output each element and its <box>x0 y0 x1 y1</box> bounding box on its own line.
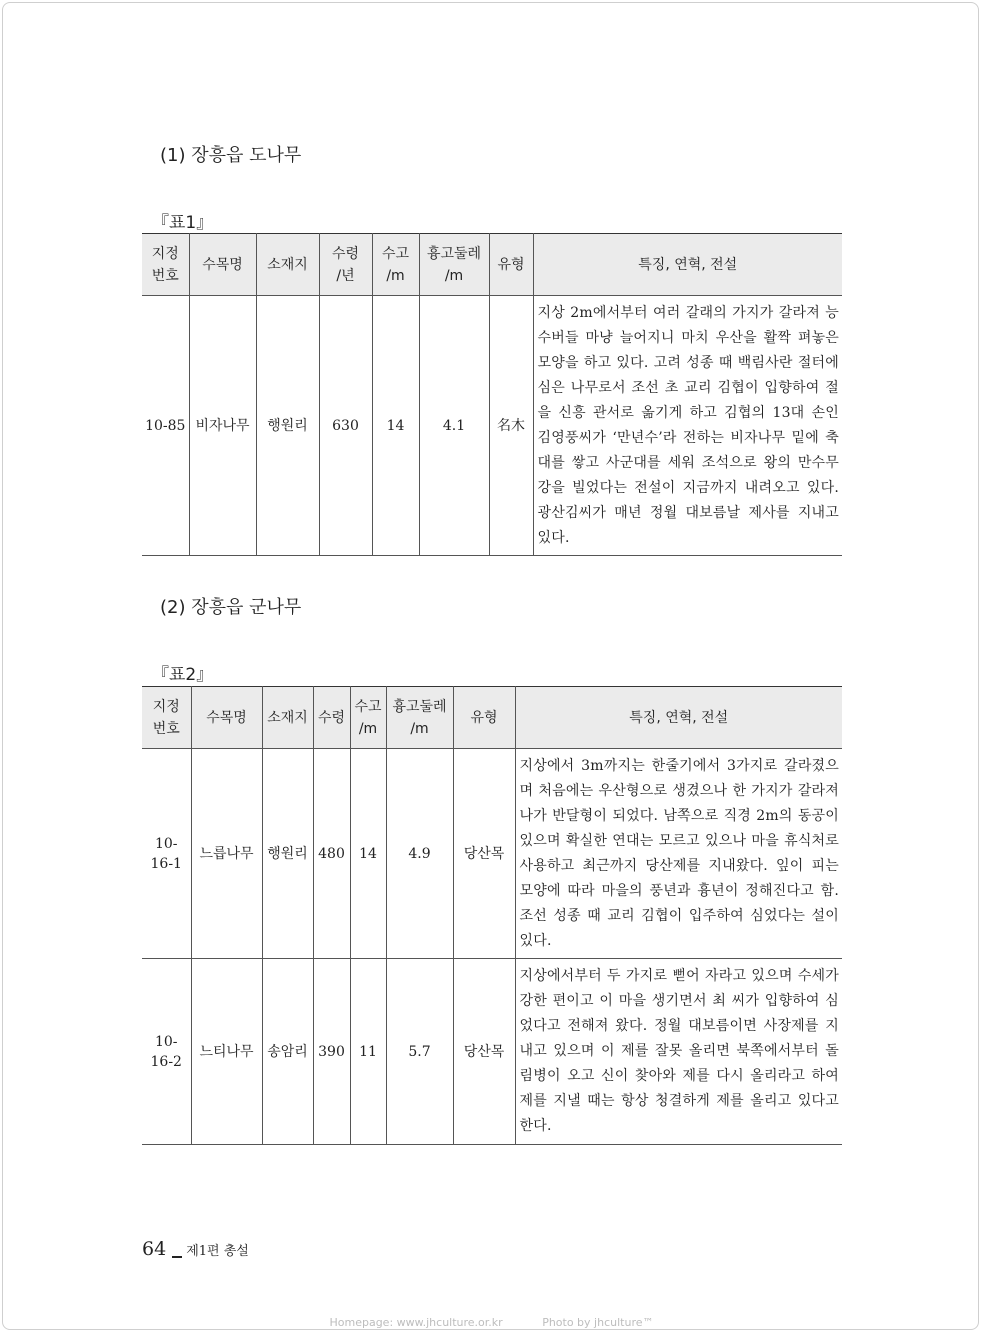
table-label-1: 『표1』 <box>152 213 214 233</box>
cell-description: 지상에서 3m까지는 한줄기에서 3가지로 갈라졌으며 처음에는 우산형으로 생겼으나 한 가지가 갈라져나가 반달형이 되었다. 남쪽으로 직경 2m의 동공이 있으며 확실한 연대는 모르고 있으나 마을 휴식처로 사용하고 최근까지 당산제를 지내왔다. 잎이 피는 모양에 따라 마을의 풍년과 흉년이 정해진다고 함. 조선 성종 때 교리 김협이 입주하여 심었다는 설이 있다. <box>515 749 842 959</box>
cell-height: 14 <box>372 296 419 556</box>
cell-age: 390 <box>313 959 350 1145</box>
cell-type: 당산목 <box>453 749 515 959</box>
header-tree-name: 수목명 <box>189 234 256 296</box>
photo-credit: Photo by jhculture™ <box>542 1316 654 1329</box>
cell-height: 11 <box>350 959 386 1145</box>
cell-height: 14 <box>350 749 386 959</box>
cell-type: 名木 <box>489 296 533 556</box>
cell-girth: 4.1 <box>419 296 489 556</box>
header-girth: 흉고둘레 /m <box>386 687 453 749</box>
header-type: 유형 <box>489 234 533 296</box>
chapter-title: 제1편 총설 <box>186 1244 249 1259</box>
table-label-2: 『표2』 <box>152 665 214 685</box>
header-location: 소재지 <box>256 234 319 296</box>
cell-designation-no: 10-85 <box>142 296 189 556</box>
header-designation-no: 지정 번호 <box>142 687 191 749</box>
cell-girth: 4.9 <box>386 749 453 959</box>
header-tree-name: 수목명 <box>191 687 262 749</box>
table-1 <box>142 233 842 556</box>
cell-designation-no: 10- 16-1 <box>142 749 191 959</box>
cell-location: 행원리 <box>256 296 319 556</box>
header-designation-no: 지정 번호 <box>142 234 189 296</box>
cell-designation-no: 10- 16-2 <box>142 959 191 1145</box>
cell-location: 송암리 <box>262 959 313 1145</box>
table-2-header-row <box>142 687 842 749</box>
header-description: 특징, 연혁, 전설 <box>533 234 842 296</box>
cell-girth: 5.7 <box>386 959 453 1145</box>
homepage-link[interactable]: Homepage: www.jhculture.or.kr <box>329 1316 503 1329</box>
cell-type: 당산목 <box>453 959 515 1145</box>
table-2 <box>142 686 842 1145</box>
header-age: 수령 <box>313 687 350 749</box>
cell-age: 480 <box>313 749 350 959</box>
cell-description: 지상 2m에서부터 여러 갈래의 가지가 갈라져 능수버들 마냥 늘어지니 마치 우산을 활짝 펴놓은 모양을 하고 있다. 고려 성종 때 백림사란 절터에 심은 나무로서 조선 초 교리 김협이 입향하여 절을 신흥 관서로 옮기게 하고 김협의 13대 손인 김영풍씨가 ‘만년수’라 전하는 비자나무 밑에 축대를 쌓고 사군대를 세워 조석으로 왕의 만수무강을 빌었다는 전설이 지금까지 내려오고 있다. 광산김씨가 매년 정월 대보름날 제사를 지내고 있다. <box>533 296 842 556</box>
section-heading-2: (2) 장흥읍 군나무 <box>160 597 302 618</box>
header-description: 특징, 연혁, 전설 <box>515 687 842 749</box>
folio-divider <box>172 1256 182 1258</box>
header-girth: 흉고둘레 /m <box>419 234 489 296</box>
cell-description: 지상에서부터 두 가지로 뻗어 자라고 있으며 수세가 강한 편이고 이 마을 생기면서 최 씨가 입향하여 심었다고 전해져 왔다. 정월 대보름이면 사장제를 지내고 있으며 이 제를 잘못 올리면 북쪽에서부터 돌림병이 오고 신이 찾아와 제를 다시 올리라고 하여 제를 지낼 때는 항상 청결하게 제를 올리고 있다고 한다. <box>515 959 842 1145</box>
table-1-header-row <box>142 234 842 296</box>
cell-tree-name: 느티나무 <box>191 959 262 1145</box>
page-folio <box>142 1238 249 1260</box>
header-height: 수고 /m <box>350 687 386 749</box>
table-row <box>142 749 842 959</box>
cell-location: 행원리 <box>262 749 313 959</box>
header-height: 수고 /m <box>372 234 419 296</box>
page-number: 64 <box>142 1238 167 1260</box>
header-age: 수령 /년 <box>319 234 372 296</box>
section-heading-1: (1) 장흥읍 도나무 <box>160 145 302 166</box>
header-type: 유형 <box>453 687 515 749</box>
cell-tree-name: 비자나무 <box>189 296 256 556</box>
footer-credits <box>0 1316 983 1329</box>
cell-age: 630 <box>319 296 372 556</box>
cell-tree-name: 느릅나무 <box>191 749 262 959</box>
table-row <box>142 959 842 1145</box>
table-row <box>142 296 842 556</box>
header-location: 소재지 <box>262 687 313 749</box>
